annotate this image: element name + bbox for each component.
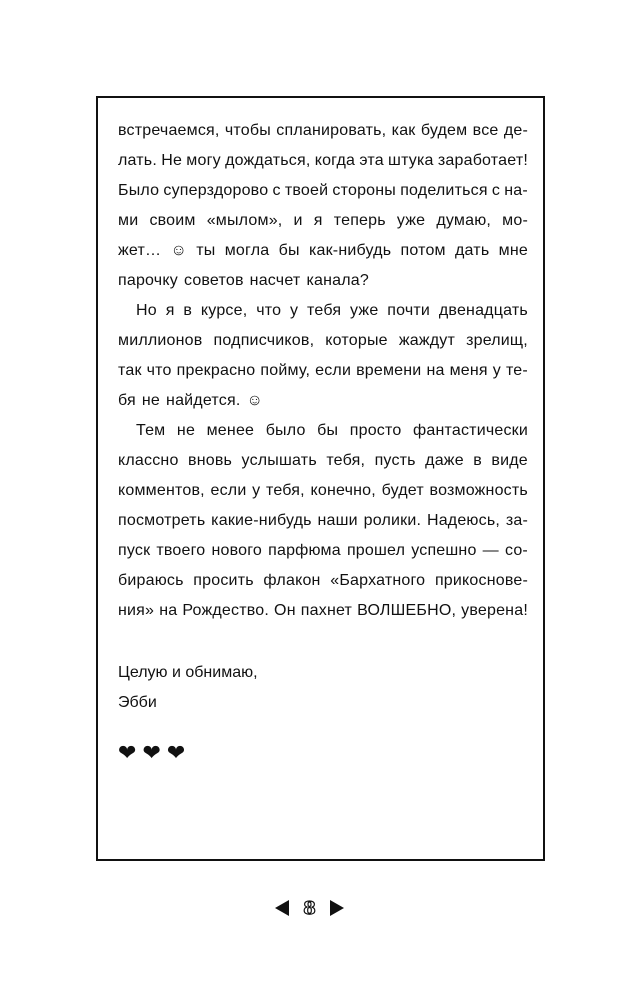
word: теперь bbox=[333, 212, 386, 229]
word: ВОЛШЕБНО, bbox=[357, 602, 457, 619]
word: встречаемся, bbox=[118, 122, 220, 139]
word: жаждут bbox=[398, 332, 455, 349]
heart-icon: ❤ bbox=[118, 740, 137, 765]
word: у bbox=[492, 362, 501, 379]
word: так bbox=[118, 362, 142, 379]
word: просто bbox=[349, 422, 402, 439]
word: за- bbox=[505, 512, 528, 529]
word: стороны bbox=[332, 182, 397, 199]
word: в bbox=[183, 302, 193, 319]
word: Не bbox=[161, 152, 183, 169]
letter-body bbox=[118, 116, 528, 764]
word: ☺ bbox=[170, 242, 187, 259]
word: уже bbox=[396, 212, 426, 229]
word: Он bbox=[274, 602, 296, 619]
word: флакон bbox=[263, 572, 321, 589]
word: ролики. bbox=[363, 512, 422, 529]
word: лать. bbox=[118, 152, 157, 169]
word: штука bbox=[388, 152, 434, 169]
word: как bbox=[391, 122, 416, 139]
word: дать bbox=[455, 242, 490, 259]
word: бы bbox=[278, 242, 300, 259]
word: найдется. bbox=[166, 392, 241, 409]
text-line bbox=[118, 476, 528, 506]
text-line bbox=[118, 326, 528, 356]
text-line bbox=[118, 236, 528, 266]
page-number: 8 bbox=[303, 897, 316, 919]
word: если bbox=[315, 362, 352, 379]
word: что bbox=[256, 302, 282, 319]
word: не bbox=[141, 392, 161, 409]
word: что bbox=[146, 362, 172, 379]
word: бираюсь bbox=[118, 572, 184, 589]
word: со- bbox=[504, 542, 528, 559]
word: Тем bbox=[136, 422, 166, 439]
word: на- bbox=[504, 182, 528, 199]
word: на bbox=[426, 362, 445, 379]
word: Но bbox=[136, 302, 157, 319]
word: «Бархатного bbox=[330, 572, 426, 589]
word: у bbox=[290, 302, 299, 319]
word: потом bbox=[400, 242, 446, 259]
word: услышать bbox=[241, 452, 317, 469]
word: пойму, bbox=[260, 362, 311, 379]
word: поделиться bbox=[400, 182, 488, 199]
word: наши bbox=[317, 512, 358, 529]
word: в bbox=[473, 452, 482, 469]
word: могла bbox=[224, 242, 270, 259]
text-line bbox=[118, 566, 528, 596]
word: парочку bbox=[118, 272, 178, 289]
triangle-left-icon bbox=[275, 900, 289, 916]
word: советов bbox=[183, 272, 244, 289]
heart-icon: ❤ bbox=[142, 740, 161, 765]
word: я bbox=[313, 212, 323, 229]
word: нового bbox=[211, 542, 263, 559]
word: меня bbox=[449, 362, 488, 379]
word: канала? bbox=[306, 272, 369, 289]
word: твоего bbox=[156, 542, 206, 559]
word: подписчиков, bbox=[213, 332, 315, 349]
word: своим bbox=[149, 212, 196, 229]
word: зрелищ, bbox=[466, 332, 528, 349]
word: прикоснове- bbox=[434, 572, 528, 589]
word: Надеюсь, bbox=[426, 512, 501, 529]
word: когда bbox=[314, 152, 356, 169]
word: прошел bbox=[346, 542, 406, 559]
word: успешно bbox=[411, 542, 477, 559]
word: будет bbox=[381, 482, 424, 499]
page-footer bbox=[0, 896, 619, 920]
word: классно bbox=[118, 452, 179, 469]
word: чтобы bbox=[224, 122, 271, 139]
heart-icon: ❤ bbox=[166, 740, 186, 765]
word: прекрасно bbox=[176, 362, 256, 379]
word: бя bbox=[118, 392, 136, 409]
word: с bbox=[491, 182, 501, 199]
word: посмотреть bbox=[118, 512, 206, 529]
word: конечно, bbox=[310, 482, 376, 499]
word: и bbox=[293, 212, 303, 229]
word: которые bbox=[325, 332, 388, 349]
closing-line: Целую и обнимаю, bbox=[118, 664, 258, 681]
word: эта bbox=[359, 152, 384, 169]
letter-frame bbox=[96, 96, 545, 861]
text-line bbox=[118, 386, 528, 416]
text-line bbox=[118, 416, 528, 446]
word: возможность bbox=[429, 482, 528, 499]
word: парфюма bbox=[268, 542, 341, 559]
word: курсе, bbox=[200, 302, 248, 319]
word: насчет bbox=[249, 272, 301, 289]
word: мне bbox=[498, 242, 528, 259]
word: де- bbox=[503, 122, 528, 139]
word: бы bbox=[317, 422, 339, 439]
word: было bbox=[265, 422, 306, 439]
text-line bbox=[118, 176, 528, 206]
word: как-нибудь bbox=[308, 242, 392, 259]
word: я bbox=[165, 302, 175, 319]
word: ния» bbox=[118, 602, 155, 619]
word: суперздорово bbox=[163, 182, 269, 199]
text-line bbox=[118, 116, 528, 146]
word: с bbox=[272, 182, 281, 199]
signature: Эбби bbox=[118, 694, 157, 711]
word: жет… bbox=[118, 242, 162, 259]
word: вновь bbox=[188, 452, 233, 469]
word: спланировать, bbox=[276, 122, 387, 139]
text-line bbox=[118, 536, 528, 566]
word: все bbox=[472, 122, 499, 139]
word: будем bbox=[420, 122, 468, 139]
text-line bbox=[118, 506, 528, 536]
word: двенадцать bbox=[438, 302, 528, 319]
word: дождаться, bbox=[225, 152, 311, 169]
word: уверена! bbox=[461, 602, 528, 619]
word: тебя bbox=[307, 302, 342, 319]
word: ☺ bbox=[246, 392, 264, 409]
word: даже bbox=[425, 452, 464, 469]
text-line bbox=[118, 206, 528, 236]
text-line bbox=[118, 446, 528, 476]
text-line bbox=[118, 356, 528, 386]
word: какие-нибудь bbox=[211, 512, 312, 529]
word: у bbox=[252, 482, 261, 499]
word: комментов, bbox=[118, 482, 205, 499]
word: ты bbox=[196, 242, 216, 259]
word: Было bbox=[118, 182, 160, 199]
triangle-right-icon bbox=[330, 900, 344, 916]
text-line bbox=[118, 296, 528, 326]
word: ми bbox=[118, 212, 139, 229]
hearts-row bbox=[118, 742, 528, 764]
word: на bbox=[159, 602, 178, 619]
word: просить bbox=[193, 572, 254, 589]
word: не bbox=[176, 422, 196, 439]
word: миллионов bbox=[118, 332, 203, 349]
word: те- bbox=[505, 362, 528, 379]
word: — bbox=[482, 542, 499, 559]
text-line bbox=[118, 266, 528, 296]
word: Рождество. bbox=[182, 602, 269, 619]
text-line bbox=[118, 596, 528, 626]
word: мо- bbox=[502, 212, 528, 229]
word: «мылом», bbox=[206, 212, 283, 229]
word: времени bbox=[356, 362, 422, 379]
word: тебя, bbox=[326, 452, 366, 469]
word: фантастически bbox=[413, 422, 528, 439]
word: уже bbox=[350, 302, 379, 319]
word: думаю, bbox=[436, 212, 492, 229]
word: тебя, bbox=[266, 482, 305, 499]
word: пусть bbox=[374, 452, 416, 469]
text-line bbox=[118, 146, 528, 176]
word: могу bbox=[186, 152, 221, 169]
paragraph-gap bbox=[118, 626, 528, 658]
word: если bbox=[210, 482, 247, 499]
word: пуск bbox=[118, 542, 151, 559]
word: пахнет bbox=[300, 602, 353, 619]
word: виде bbox=[491, 452, 528, 469]
word: почти bbox=[387, 302, 431, 319]
word: заработает! bbox=[437, 152, 528, 169]
word: менее bbox=[206, 422, 255, 439]
word: твоей bbox=[284, 182, 329, 199]
